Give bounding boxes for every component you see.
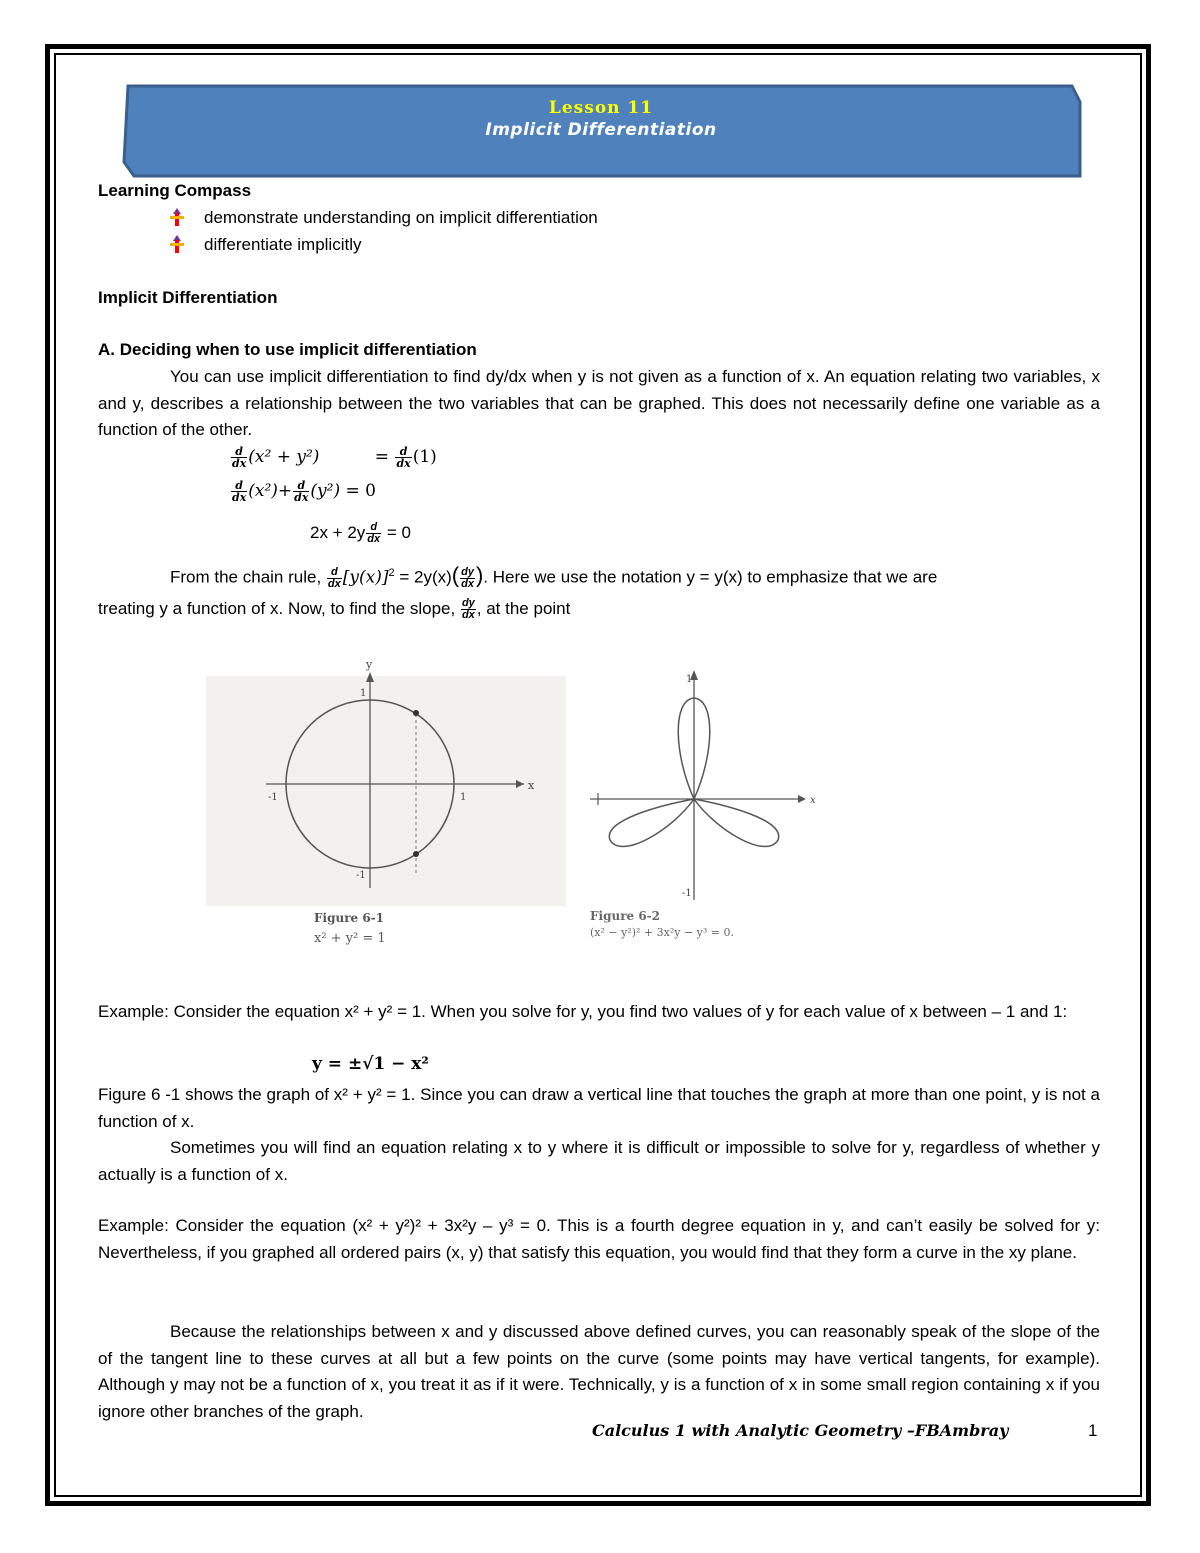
lesson-title: Implicit Differentiation xyxy=(485,120,717,140)
figure1-caption: Figure 6-1 xyxy=(314,911,385,925)
page-number: 1 xyxy=(1088,1421,1098,1440)
figure-explanation: Figure 6 -1 shows the graph of x² + y² = 1. Since you can draw a vertical line that touches the graph at more than one point, y is not a function of x. xyxy=(98,1085,1100,1131)
sometimes-paragraph: Sometimes you will find an equation relating x to y where it is difficult or impossible to solve for y, regardless of whether y actually is a function of x. xyxy=(98,1138,1100,1184)
svg-text:1: 1 xyxy=(686,674,693,685)
chain-rule-line: From the chain rule, $\frac{d}{dx}$ $[y(x)]^2 = 2y(x)$( $\frac{dy}{dx}$ ). Here we use the notation y = y(x) to emphasize that we are xyxy=(170,562,938,590)
right-petal xyxy=(694,799,779,846)
partA-heading: A. Deciding when to use implicit differentiation xyxy=(98,340,477,359)
intersection-point xyxy=(413,851,419,857)
equation-line-3: 2x + 2y $\frac{d}{dx}$ = 0 xyxy=(310,521,411,545)
svg-text:1: 1 xyxy=(460,792,467,803)
closing-paragraph: Because the relationships between x and y discussed above defined curves, you can reasonably speak of the slope of the of the tangent line to these curves at all but a few points on the curve (some points may have vertical tangents, for example). Although y may not be a function of x, you treat it as if it were. Technically, y is a function of x in some small region containing x if you ignore other branches of the graph. xyxy=(98,1322,1100,1421)
example1-solution: y = ±√1 − x² xyxy=(312,1054,429,1074)
intersection-point xyxy=(413,710,419,716)
example1-text: Example: Consider the equation x² + y² = 1. When you solve for y, you find two values of y for each value of x between – 1 and 1: xyxy=(98,1002,1068,1021)
svg-text:-1: -1 xyxy=(356,870,366,881)
slope-line: treating y a function of x. Now, to find the slope, $\frac{dy}{dx}$ , at the point xyxy=(98,597,571,622)
svg-text:y: y xyxy=(366,658,373,671)
figure2-caption: Figure 6-2 xyxy=(590,909,661,923)
equation-line-2: $\frac{d}{dx}$ (x²)+ $\frac{d}{dx}$ (y²) = 0 xyxy=(232,479,376,504)
example2-text: Example: Consider the equation (x² + y²)² + 3x²y – y³ = 0. This is a fourth degree equation in y, and can’t easily be solved for y: Nevertheless, if you graphed all ordered pairs (x, y) that satisfy this equation, you would find that they form a curve in the xy plane. xyxy=(98,1216,1100,1262)
compass-item: demonstrate understanding on implicit differentiation xyxy=(204,208,598,227)
arrow-bullet-icon xyxy=(170,208,184,226)
footer-course: Calculus 1 with Analytic Geometry –FBAmbray xyxy=(592,1421,1009,1440)
section-title: Implicit Differentiation xyxy=(98,288,278,307)
svg-text:1: 1 xyxy=(360,688,367,699)
left-petal xyxy=(609,799,694,846)
figure1-equation: x² + y² = 1 xyxy=(314,931,386,946)
partA-paragraph: You can use implicit differentiation to find dy/dx when y is not given as a function of x. An equation relating two variables, x and y, describes a relationship between the two variables that can be graphed. This does not necessarily define one variable as a function of the other. xyxy=(98,367,1100,439)
compass-item: differentiate implicitly xyxy=(204,235,362,254)
svg-text:-1: -1 xyxy=(682,888,692,899)
lesson-number: Lesson 11 xyxy=(548,98,654,118)
svg-text:-1: -1 xyxy=(268,792,278,803)
equation-line-1: $\frac{d}{dx}$ (x² + y²) = $\frac{d}{dx}$ (1) xyxy=(232,445,437,470)
figure2-equation: (x² − y²)² + 3x²y − y³ = 0. xyxy=(590,926,735,939)
svg-text:x: x xyxy=(528,779,535,792)
compass-heading: Learning Compass xyxy=(98,181,252,200)
figure-trefoil-graph xyxy=(582,660,832,950)
svg-text:x: x xyxy=(810,795,816,806)
figure-circle-graph xyxy=(206,656,566,956)
arrow-bullet-icon xyxy=(170,235,184,253)
